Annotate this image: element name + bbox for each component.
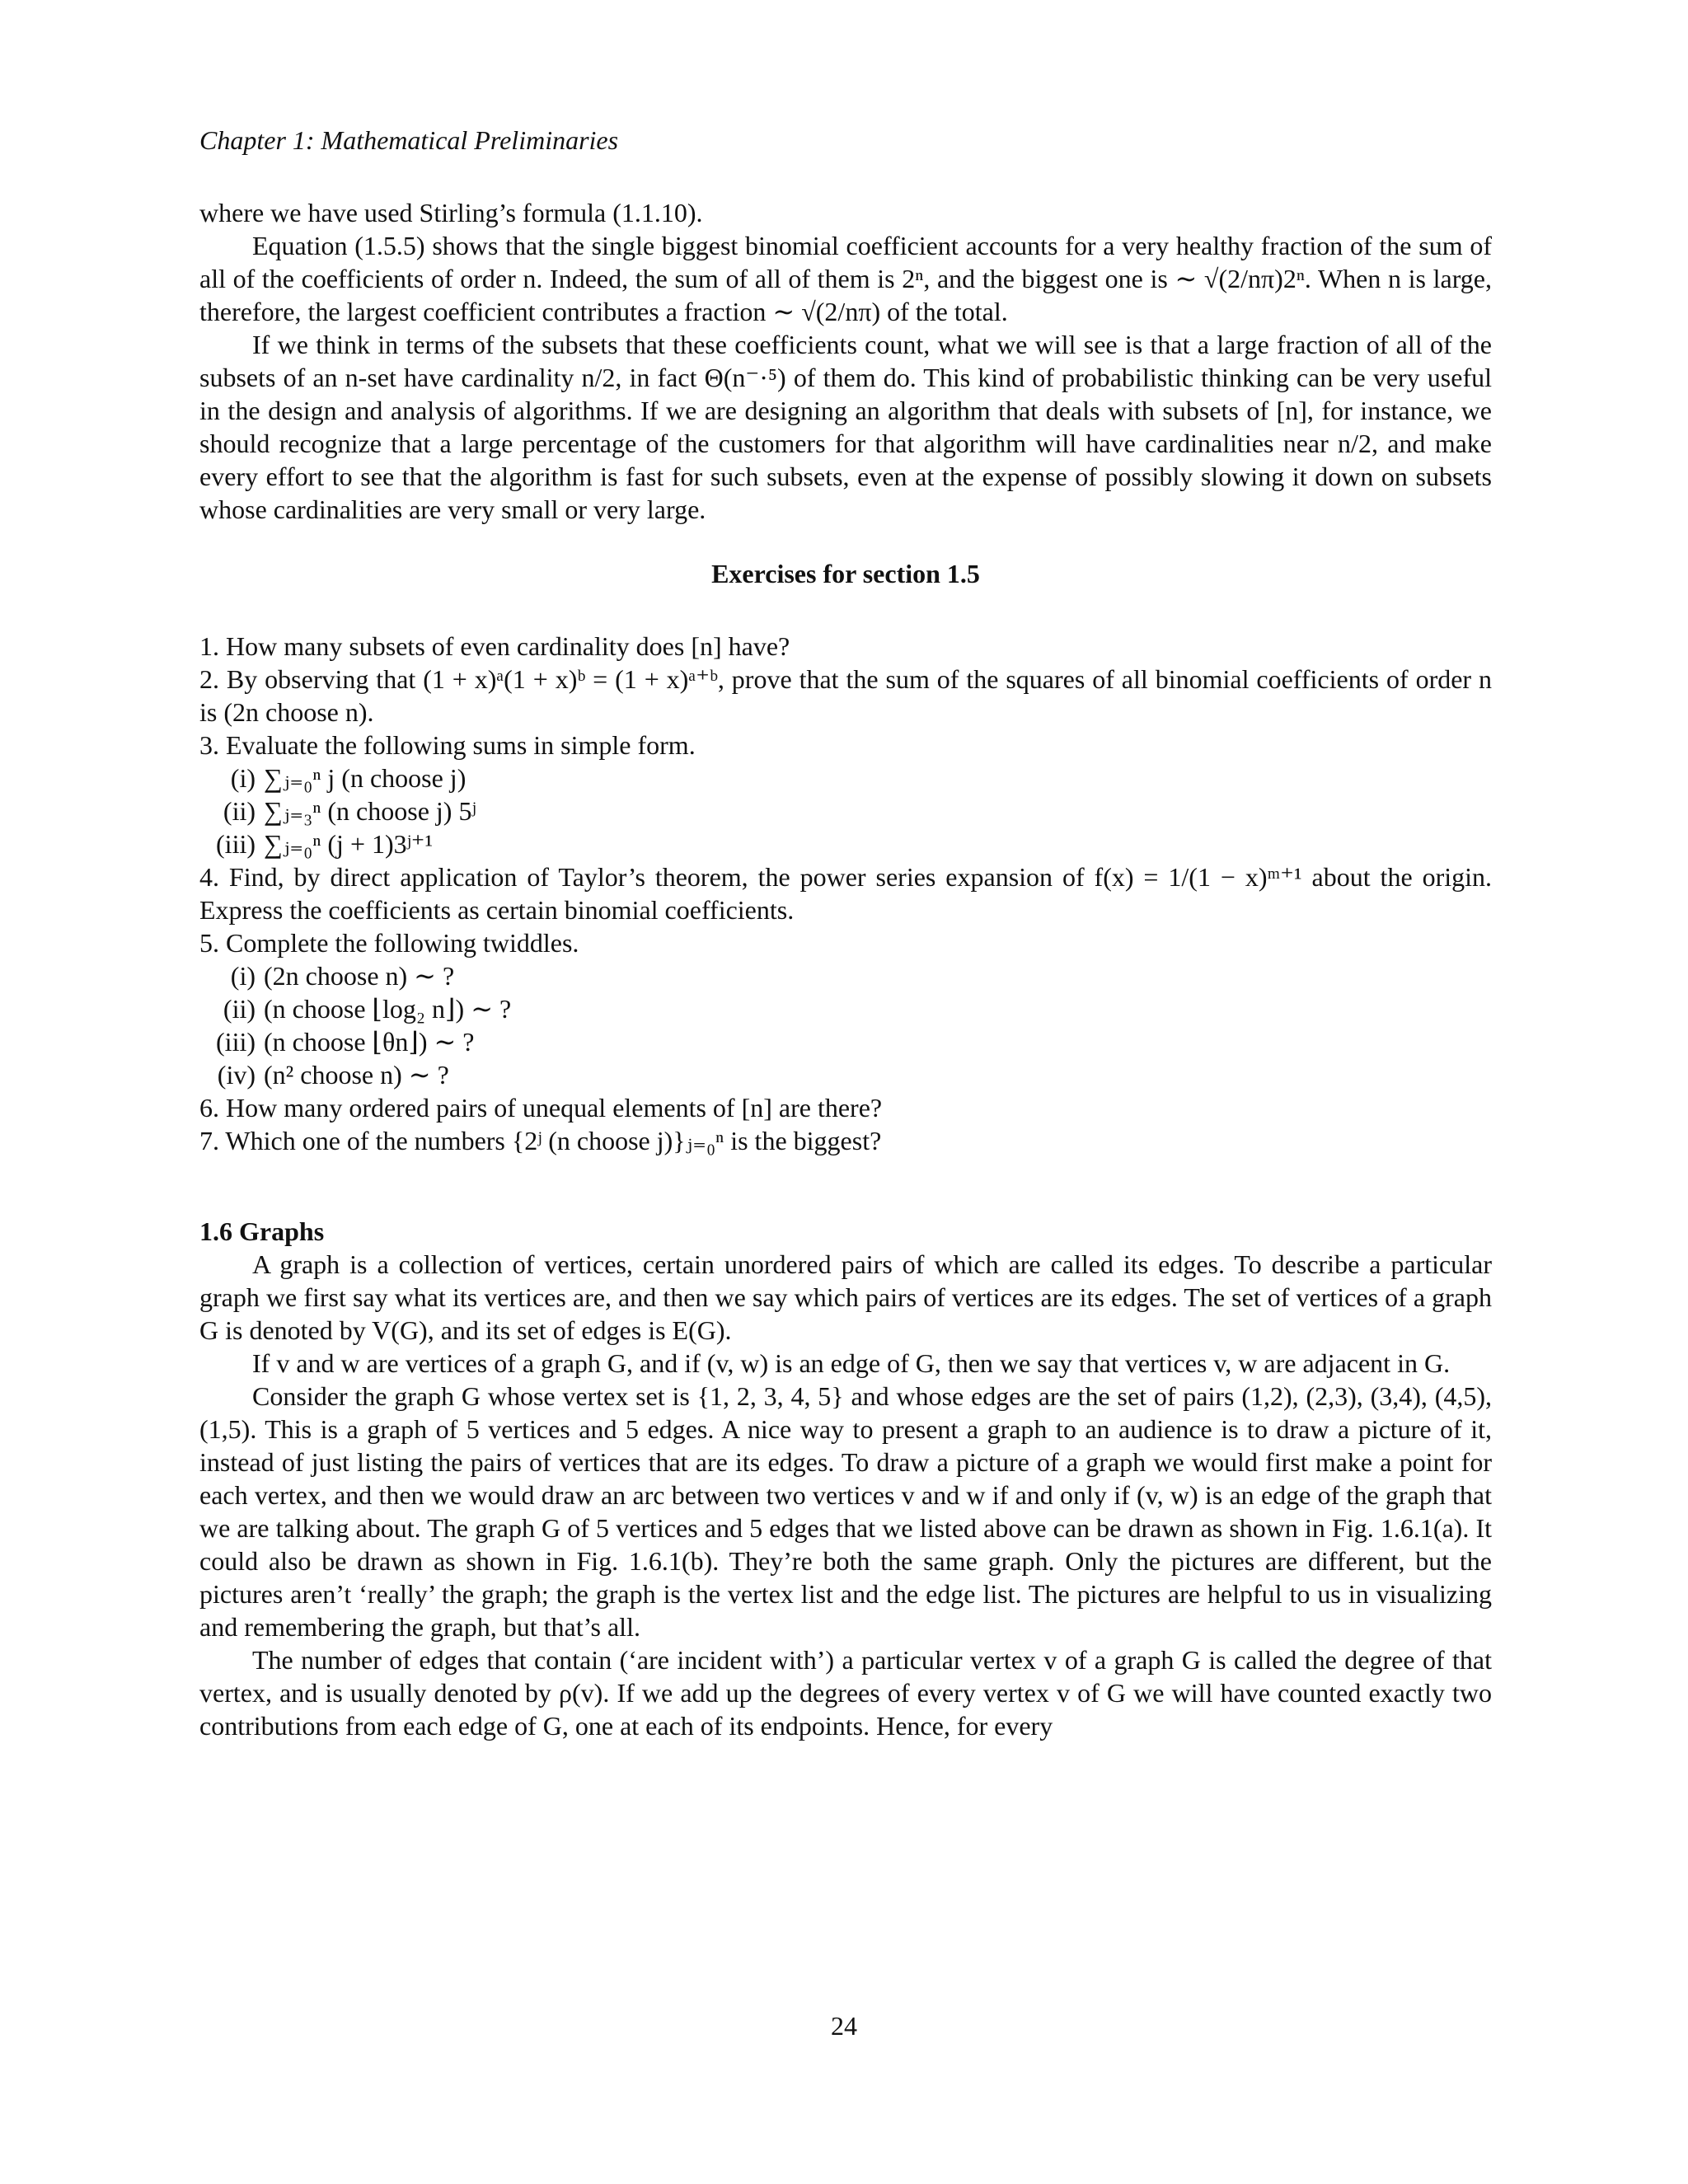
exercise-3-item: (ii) ∑ⱼ₌₃ⁿ (n choose j) 5ʲ	[223, 796, 476, 826]
page-number: 24	[831, 2011, 857, 2041]
page-body	[199, 124, 1492, 1742]
paragraph-adjacent: If v and w are vertices of a graph G, and if (v, w) is an edge of G, then we say that vertices v, w are adjacent in G.	[252, 1348, 1451, 1378]
paragraph-graph-definition: A graph is a collection of vertices, certain unordered pairs of which are called its edges. To describe a particular graph we first say what its vertices are, and then we say which pairs of vertices are its edges. The set of vertices of a graph G is denoted by V(G), and its set of edges is E(G).	[199, 1249, 1492, 1345]
exercise-5-item: (ii) (n choose ⌊log₂ n⌋) ∼ ?	[223, 994, 512, 1024]
section-heading: 1.6 Graphs	[199, 1216, 325, 1246]
exercise-3: 3. Evaluate the following sums in simple form.	[199, 730, 696, 760]
paragraph-binomial-fraction: Equation (1.5.5) shows that the single biggest binomial coefficient accounts for a very healthy fraction of the sum of all of the coefficients of order n. Indeed, the sum of all of them is 2ⁿ, and the biggest one is ∼ √(2/nπ)2ⁿ. When n is large, therefore, the largest coefficient contributes a fraction ∼ √(2/nπ) of the total.	[199, 231, 1492, 326]
paragraph-stirling: where we have used Stirling’s formula (1.1.10).	[199, 198, 703, 227]
paragraph-subsets: If we think in terms of the subsets that these coefficients count, what we will see is that a large fraction of all of the subsets of an n-set have cardinality n/2, in fact Θ(n⁻·⁵) of them do. This kind of probabilistic thinking can be very useful in the design and analysis of algorithms. If we are designing an algorithm that deals with subsets of [n], for instance, we should recognize that a large percentage of the customers for that algorithm will have cardinalities near n/2, and make every effort to see that the algorithm is fast for such subsets, even at the expense of possibly slowing it down on subsets whose cardinalities are very small or very large.	[199, 330, 1492, 524]
exercises-title: Exercises for section 1.5	[711, 559, 980, 588]
paragraph-example-graph: Consider the graph G whose vertex set is {1, 2, 3, 4, 5} and whose edges are the set of pairs (1,2), (2,3), (3,4), (4,5), (1,5). This is a graph of 5 vertices and 5 edges. A nice way to present a graph to an audience is to draw a picture of it, instead of just listing the pairs of vertices that are its edges. To draw a picture of a graph we would first make a point for each vertex, and then we would draw an arc between two vertices v and w if and only if (v, w) is an edge of the graph that we are talking about. The graph G of 5 vertices and 5 edges that we listed above can be drawn as shown in Fig. 1.6.1(a). It could also be drawn as shown in Fig. 1.6.1(b). They’re both the same graph. Only the pictures are different, but the pictures aren’t ‘really’ the graph; the graph is the vertex list and the edge list. The pictures are helpful to us in visualizing and remembering the graph, but that’s all.	[199, 1381, 1492, 1642]
exercise-3-item: (i) ∑ⱼ₌₀ⁿ j (n choose j)	[230, 763, 467, 793]
exercise-5-item: (i) (2n choose n) ∼ ?	[230, 961, 455, 991]
exercise-6: 6. How many ordered pairs of unequal elements of [n] are there?	[199, 1093, 883, 1122]
exercise-7: 7. Which one of the numbers {2ʲ (n choose j)}ⱼ₌₀ⁿ is the biggest?	[199, 1126, 882, 1155]
exercise-5: 5. Complete the following twiddles.	[199, 928, 579, 958]
running-head: Chapter 1: Mathematical Preliminaries	[199, 125, 619, 155]
paragraph-degree: The number of edges that contain (‘are incident with’) a particular vertex v of a graph G is called the degree of that vertex, and is usually denoted by ρ(v). If we add up the degrees of every vertex v of G we will have counted exactly two contributions from each edge of G, one at each of its endpoints. Hence, for every	[199, 1645, 1492, 1741]
exercise-1: 1. How many subsets of even cardinality does [n] have?	[199, 631, 790, 661]
exercise-3-item: (iii) ∑ⱼ₌₀ⁿ (j + 1)3ʲ⁺¹	[216, 829, 434, 859]
exercise-4: 4. Find, by direct application of Taylor’s theorem, the power series expansion of f(x) = 1/(1 − x)ᵐ⁺¹ about the origin. Express the coefficients as certain binomial coefficients.	[199, 862, 1492, 925]
exercise-5-item: (iv) (n² choose n) ∼ ?	[217, 1060, 449, 1090]
exercise-2: 2. By observing that (1 + x)ᵃ(1 + x)ᵇ = (1 + x)ᵃ⁺ᵇ, prove that the sum of the squares of all binomial coefficients of order n is (2n choose n).	[199, 664, 1492, 727]
exercise-5-item: (iii) (n choose ⌊θn⌋) ∼ ?	[216, 1027, 475, 1057]
